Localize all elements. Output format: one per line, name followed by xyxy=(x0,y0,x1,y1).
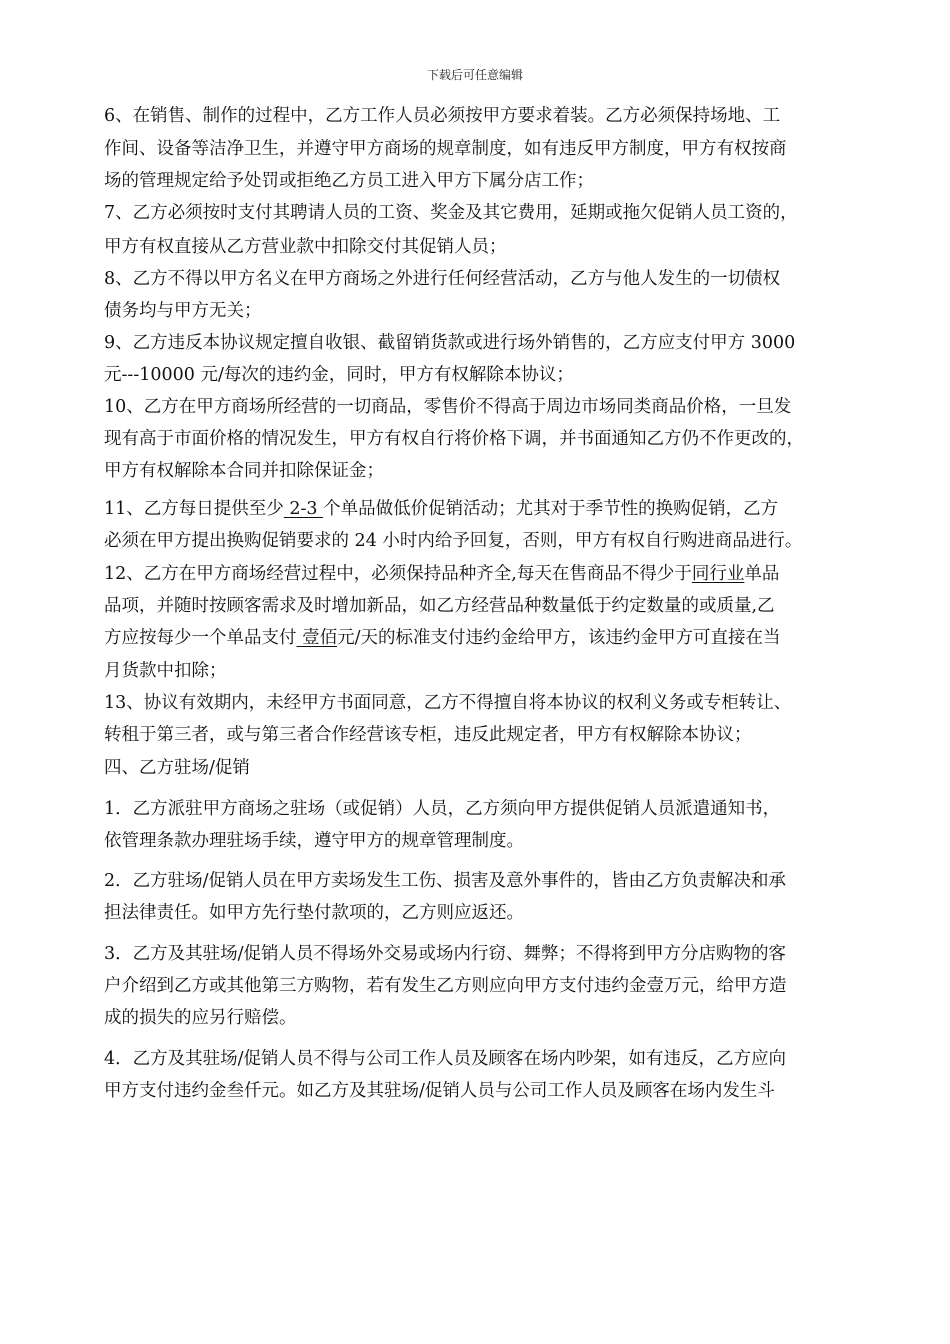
text-line: 元---10000 元/每次的违约金，同时，甲方有权解除本协议； xyxy=(104,365,574,385)
text-line: 1．乙方派驻甲方商场之驻场（或促销）人员，乙方须向甲方提供促销人员派遣通知书， xyxy=(104,799,781,819)
text-line: 成的损失的应另行赔偿。 xyxy=(104,1008,297,1028)
text-line: 依管理条款办理驻场手续，遵守甲方的规章管理制度。 xyxy=(104,831,524,851)
text-line: 必须在甲方提出换购促销要求的 24 小时内给予回复，否则，甲方有权自行购进商品进行。 xyxy=(104,531,803,551)
text-line: 甲方有权解除本合同并扣除保证金； xyxy=(104,461,384,481)
text-line: 4．乙方及其驻场/促销人员不得与公司工作人员及顾客在场内吵架，如有违反，乙方应向 xyxy=(104,1049,787,1069)
text-line: 场的管理规定给予处罚或拒绝乙方员工进入甲方下属分店工作； xyxy=(104,171,594,191)
underlined-blank-value: 2-3 xyxy=(283,499,324,519)
text-line: 作间、设备等洁净卫生，并遵守甲方商场的规章制度，如有违反甲方制度，甲方有权按商 xyxy=(104,139,787,159)
text-line: 现有高于市面价格的情况发生，甲方有权自行将价格下调，并书面通知乙方仍不作更改的， xyxy=(104,429,804,449)
text-line: 7、乙方必须按时支付其聘请人员的工资、奖金及其它费用，延期或拖欠促销人员工资的， xyxy=(104,203,798,223)
text-line xyxy=(104,624,780,649)
text-line: 四、乙方驻场/促销 xyxy=(104,758,250,778)
text-line: 甲方支付违约金叁仟元。如乙方及其驻场/促销人员与公司工作人员及顾客在场内发生斗 xyxy=(104,1081,775,1101)
text-line: 债务均与甲方无关； xyxy=(104,301,262,321)
text-line: 3．乙方及其驻场/促销人员不得场外交易或场内行窃、舞弊；不得将到甲方分店购物的客 xyxy=(104,944,787,964)
text-segment: 元/天的标准支付违约金给甲方，该违约金甲方可直接在当 xyxy=(337,628,781,648)
text-line: 8、乙方不得以甲方名义在甲方商场之外进行任何经营活动，乙方与他人发生的一切债权 xyxy=(104,269,781,289)
text-line: 月货款中扣除； xyxy=(104,661,227,681)
text-line: 9、乙方违反本协议规定擅自收银、截留销货款或进行场外销售的，乙方应支付甲方 3000 xyxy=(104,333,796,353)
underlined-blank-value: 同行业 xyxy=(691,564,745,584)
text-segment: 方应按每少一个单品支付 xyxy=(104,628,297,648)
underlined-blank-value: 壹佰 xyxy=(296,628,338,648)
text-line xyxy=(104,560,779,585)
text-line: 甲方有权直接从乙方营业款中扣除交付其促销人员； xyxy=(104,237,507,257)
text-segment: 12、乙方在甲方商场经营过程中，必须保持品种齐全,每天在售商品不得少于 xyxy=(104,564,692,584)
text-line xyxy=(104,495,778,520)
text-segment: 11、乙方每日提供至少 xyxy=(104,499,284,519)
text-line: 10、乙方在甲方商场所经营的一切商品，零售价不得高于周边市场同类商品价格，一旦发 xyxy=(104,397,792,417)
text-segment: 单品 xyxy=(744,564,780,584)
page-header: 下载后可任意编辑 xyxy=(426,68,523,82)
text-line: 6、在销售、制作的过程中，乙方工作人员必须按甲方要求着装。乙方必须保持场地、工 xyxy=(104,106,781,126)
text-segment: 个单品做低价促销活动；尤其对于季节性的换购促销，乙方 xyxy=(323,499,779,519)
text-line: 品项，并随时按顾客需求及时增加新品，如乙方经营品种数量低于约定数量的或质量,乙 xyxy=(104,596,775,616)
text-line: 担法律责任。如甲方先行垫付款项的，乙方则应返还。 xyxy=(104,903,524,923)
text-line: 转租于第三者，或与第三者合作经营该专柜，违反此规定者，甲方有权解除本协议； xyxy=(104,725,752,745)
text-line: 户介绍到乙方或其他第三方购物，若有发生乙方则应向甲方支付违约金壹万元，给甲方造 xyxy=(104,976,787,996)
text-line: 13、协议有效期内，未经甲方书面同意，乙方不得擅自将本协议的权利义务或专柜转让、 xyxy=(104,693,792,713)
text-line: 2．乙方驻场/促销人员在甲方卖场发生工伤、损害及意外事件的，皆由乙方负责解决和承 xyxy=(104,871,787,891)
